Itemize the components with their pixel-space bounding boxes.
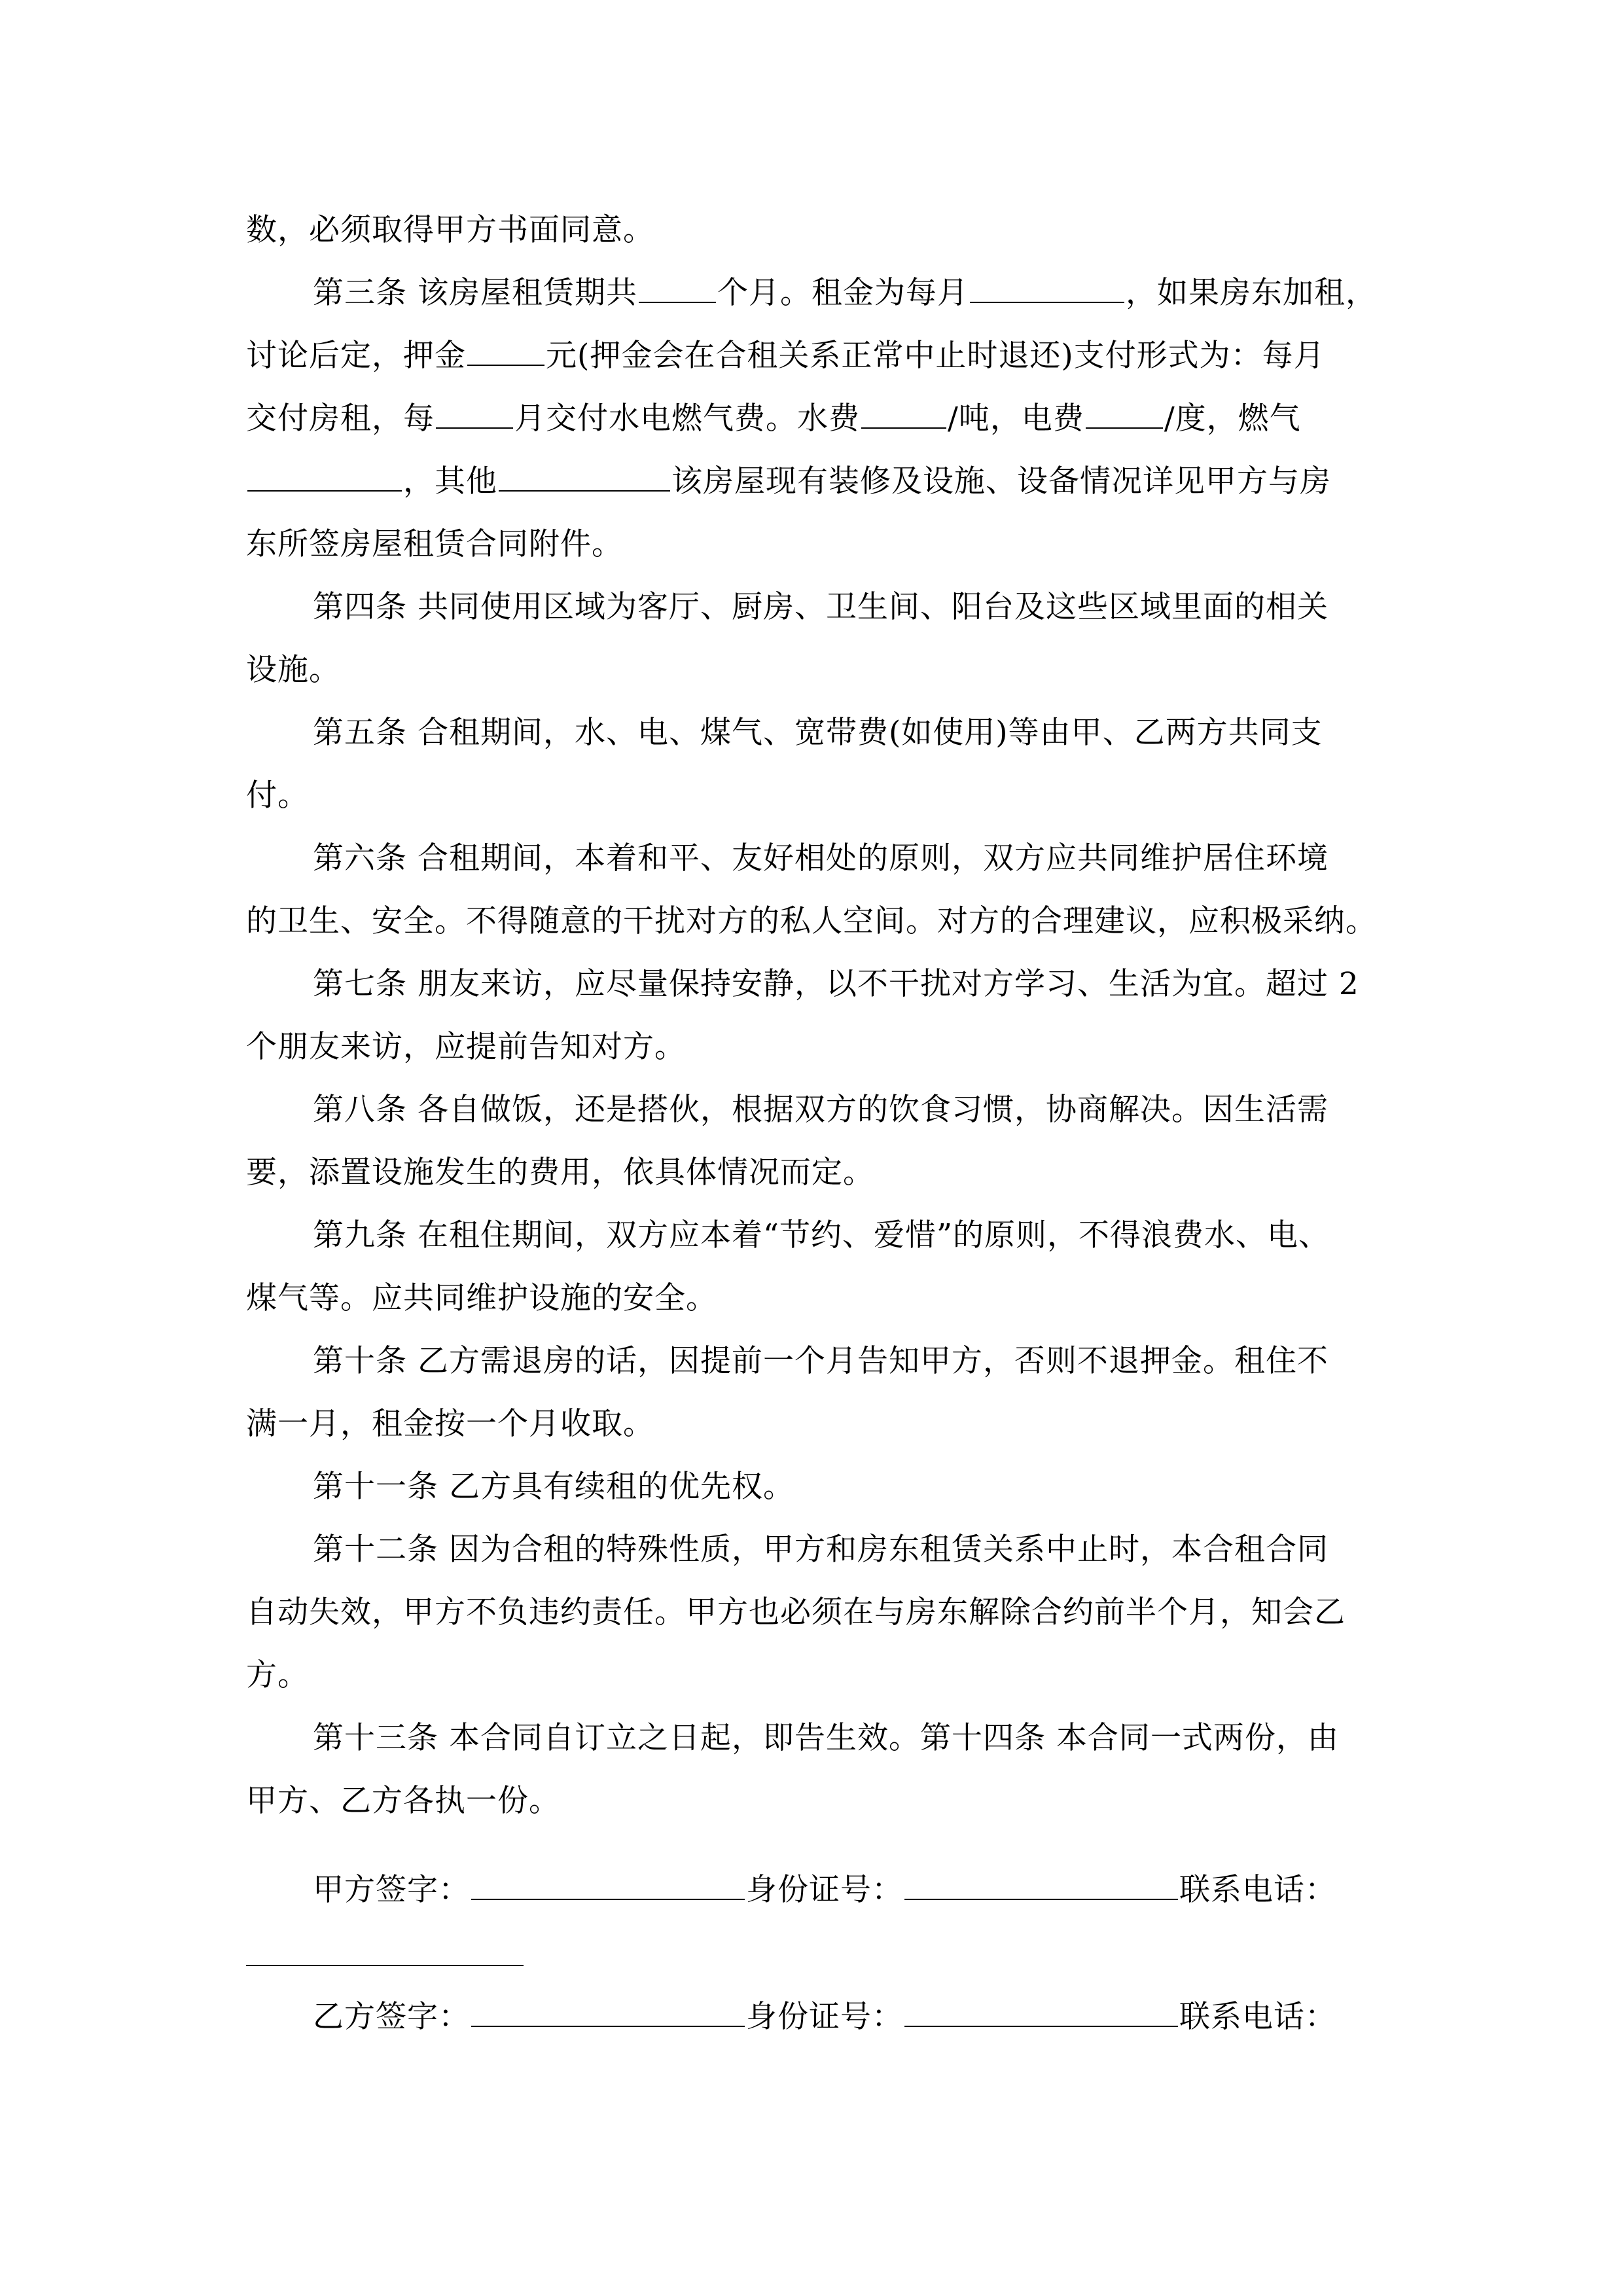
text-span: 付。 <box>246 778 309 814</box>
blank-deposit <box>467 340 544 366</box>
text-span: 元(押金会在合租关系正常中止时退还)支付形式为：每月 <box>546 338 1325 374</box>
party-b-signature-row <box>313 1996 1336 2038</box>
article-3-line-1 <box>313 272 1377 314</box>
blank-water-fee <box>861 403 946 429</box>
text-span: 个朋友来访，应提前告知对方。 <box>246 1029 686 1065</box>
article-5-line-1 <box>313 712 1323 754</box>
article-12-line-2 <box>246 1592 1346 1634</box>
article-8-line-1 <box>313 1089 1329 1131</box>
article-5-line-2 <box>246 775 309 817</box>
text-span: 设施。 <box>246 652 340 688</box>
text-span: ，如果房东加租， <box>1125 275 1377 311</box>
text-span: 方。 <box>246 1657 309 1693</box>
text-span: 交付房租，每 <box>246 401 435 437</box>
article-3-line-2 <box>246 335 1325 377</box>
text-span: 第四条 共同使用区域为客厅、厨房、卫生间、阳台及这些区域里面的相关 <box>313 589 1329 625</box>
text-span: 月交付水电燃气费。水费 <box>514 401 860 437</box>
text-span: 甲方、乙方各执一份。 <box>246 1783 560 1819</box>
article-7-line-1 <box>313 963 1359 1005</box>
text-span: 的卫生、安全。不得随意的干扰对方的私人空间。对方的合理建议，应积极采纳。 <box>246 903 1377 939</box>
party-b-id-field[interactable] <box>904 2001 1178 2027</box>
article-13-line-1 <box>313 1717 1339 1759</box>
party-a-signature-field[interactable] <box>471 1874 745 1900</box>
blank-lease-months <box>639 277 716 303</box>
text-span: 数，必须取得甲方书面同意。 <box>246 212 654 248</box>
article-11-line <box>313 1466 794 1508</box>
article-4-line-1 <box>313 586 1329 628</box>
article-9-line-1 <box>313 1215 1330 1257</box>
article-8-line-2 <box>246 1152 874 1194</box>
party-a-id-field[interactable] <box>904 1874 1178 1900</box>
party-b-id-label: 身份证号： <box>746 1999 903 2035</box>
text-line <box>246 524 623 565</box>
text-span: 第十条 乙方需退房的话，因提前一个月告知甲方，否则不退押金。租住不 <box>313 1343 1329 1379</box>
text-line <box>246 209 654 251</box>
text-span: 煤气等。应共同维护设施的安全。 <box>246 1280 717 1316</box>
article-6-line-1 <box>313 838 1329 880</box>
text-span: 该房屋现有装修及设施、设备情况详见甲方与房 <box>671 463 1331 499</box>
text-span: 个月。租金为每月 <box>717 275 969 311</box>
article-4-line-2 <box>246 649 340 691</box>
party-a-phone-field[interactable] <box>246 1965 524 1966</box>
text-span: /度，燃气 <box>1164 401 1301 437</box>
party-b-phone-label: 联系电话： <box>1179 1999 1336 2035</box>
text-span: 第六条 合租期间，本着和平、友好相处的原则，双方应共同维护居住环境 <box>313 840 1329 876</box>
party-a-signature-label: 甲方签字： <box>313 1872 470 1908</box>
article-12-line-1 <box>313 1529 1329 1571</box>
text-span: 讨论后定，押金 <box>246 338 466 374</box>
party-b-signature-field[interactable] <box>471 2001 745 2027</box>
text-span: 第十二条 因为合租的特殊性质，甲方和房东租赁关系中止时，本合租合同 <box>313 1532 1329 1568</box>
text-span: ，其他 <box>403 463 497 499</box>
text-span: 第十一条 乙方具有续租的优先权。 <box>313 1469 794 1505</box>
article-6-line-2 <box>246 901 1377 942</box>
text-span: 第八条 各自做饭，还是搭伙，根据双方的饮食习惯，协商解决。因生活需 <box>313 1092 1329 1128</box>
text-span: 第九条 在租住期间，双方应本着“节约、爱惜”的原则，不得浪费水、电、 <box>313 1217 1330 1253</box>
article-3-line-4 <box>246 461 1331 503</box>
text-span: 第五条 合租期间，水、电、煤气、宽带费(如使用)等由甲、乙两方共同支 <box>313 715 1323 751</box>
party-a-signature-row <box>313 1869 1336 1911</box>
article-13-line-2 <box>246 1780 560 1822</box>
blank-utility-months <box>436 403 513 429</box>
article-9-line-2 <box>246 1278 717 1319</box>
party-a-id-label: 身份证号： <box>746 1872 903 1908</box>
article-10-line-2 <box>246 1403 654 1445</box>
blank-electric-fee <box>1086 403 1163 429</box>
text-span: /吨，电费 <box>948 401 1084 437</box>
blank-monthly-rent <box>970 277 1124 303</box>
blank-gas-fee <box>247 465 402 492</box>
text-span: 第七条 朋友来访，应尽量保持安静，以不干扰对方学习、生活为宜。超过 2 <box>313 966 1359 1002</box>
text-span: 自动失效，甲方不负违约责任。甲方也必须在与房东解除合约前半个月，知会乙 <box>246 1594 1346 1630</box>
blank-other-fee <box>499 465 670 492</box>
article-10-line-1 <box>313 1340 1329 1382</box>
text-span: 满一月，租金按一个月收取。 <box>246 1406 654 1442</box>
article-3-line-3 <box>246 398 1301 440</box>
party-a-phone-label: 联系电话： <box>1179 1872 1336 1908</box>
article-7-line-2 <box>246 1026 686 1068</box>
text-span: 东所签房屋租赁合同附件。 <box>246 526 623 562</box>
text-span: 第十三条 本合同自订立之日起，即告生效。第十四条 本合同一式两份，由 <box>313 1720 1339 1756</box>
article-12-line-3 <box>246 1655 309 1696</box>
text-span: 第三条 该房屋租赁期共 <box>313 275 637 311</box>
text-span: 要，添置设施发生的费用，依具体情况而定。 <box>246 1155 874 1191</box>
party-b-signature-label: 乙方签字： <box>313 1999 470 2035</box>
